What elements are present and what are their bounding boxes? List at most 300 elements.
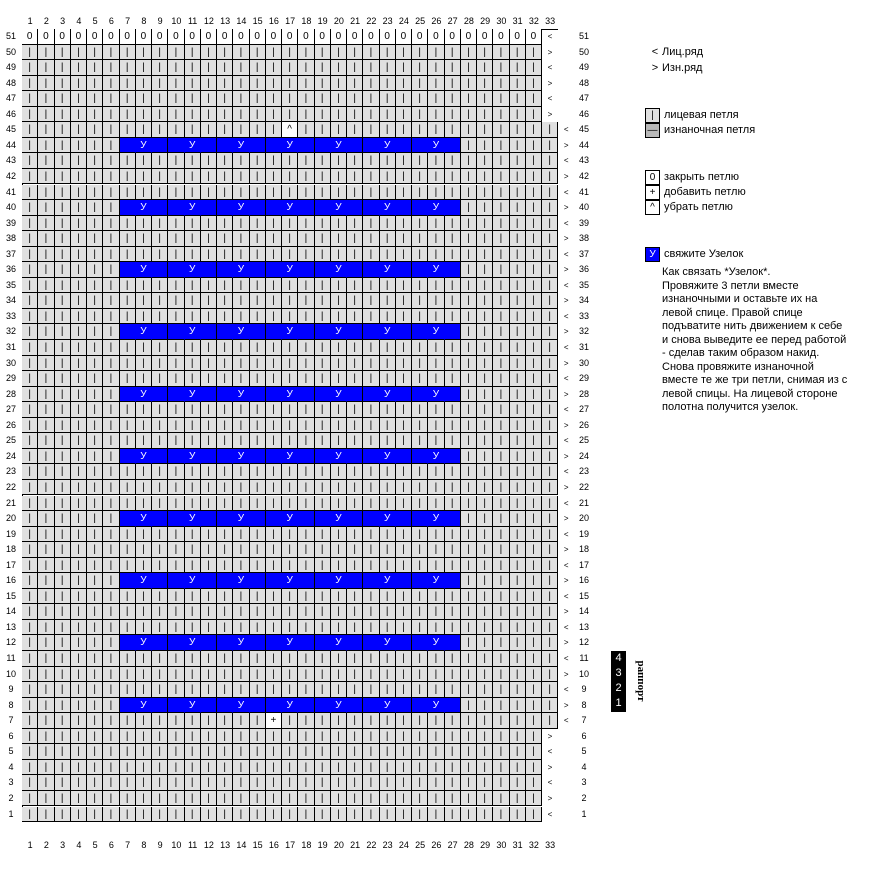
stitch-cell: | [87, 667, 103, 683]
stitch-cell: | [266, 231, 282, 247]
stitch-cell: | [331, 185, 347, 201]
knot-stitch-cell [445, 698, 461, 714]
stitch-cell: | [22, 791, 38, 807]
row-number-right: 8 [581, 699, 587, 710]
stitch-cell: | [428, 185, 444, 201]
stitch-cell: | [55, 247, 71, 263]
stitch-cell: | [250, 371, 266, 387]
stitch-cell: | [71, 91, 87, 107]
stitch-cell: | [55, 278, 71, 294]
row-direction-marker: < [563, 436, 569, 446]
stitch-cell: | [120, 293, 136, 309]
stitch-cell: | [168, 231, 184, 247]
stitch-cell: | [526, 216, 542, 232]
knot-stitch-cell: У [233, 138, 249, 154]
stitch-cell: | [412, 340, 428, 356]
stitch-cell: | [55, 698, 71, 714]
stitch-cell: | [298, 76, 314, 92]
stitch-cell: | [103, 791, 119, 807]
stitch-cell: | [315, 527, 331, 543]
knot-stitch-cell: У [136, 698, 152, 714]
stitch-cell: | [233, 216, 249, 232]
right-side-label: Лиц.ряд [662, 46, 704, 58]
stitch-cell: | [71, 169, 87, 185]
stitch-cell: | [152, 60, 168, 76]
stitch-cell: | [396, 371, 412, 387]
stitch-cell: | [120, 651, 136, 667]
stitch-cell: | [38, 589, 54, 605]
stitch-cell: | [380, 60, 396, 76]
row-direction-marker: < [563, 498, 569, 508]
stitch-cell: | [217, 775, 233, 791]
stitch-cell: | [445, 433, 461, 449]
stitch-cell: | [38, 60, 54, 76]
stitch-cell: | [510, 635, 526, 651]
stitch-cell: | [526, 340, 542, 356]
stitch-cell: | [120, 527, 136, 543]
stitch-cell: | [87, 589, 103, 605]
knot-stitch-cell [396, 387, 412, 403]
stitch-cell: | [103, 324, 119, 340]
stitch-cell: | [71, 682, 87, 698]
stitch-cell: 0 [363, 29, 379, 45]
stitch-cell: | [282, 76, 298, 92]
stitch-cell: | [185, 247, 201, 263]
stitch-cell: | [266, 433, 282, 449]
stitch-cell: | [396, 231, 412, 247]
stitch-cell: | [282, 729, 298, 745]
stitch-cell: | [298, 620, 314, 636]
stitch-cell: | [71, 729, 87, 745]
stitch-cell: | [510, 91, 526, 107]
stitch-cell: | [152, 76, 168, 92]
stitch-cell: | [347, 185, 363, 201]
row-number-left: 1 [8, 808, 14, 819]
row-direction-marker: < [563, 311, 569, 321]
stitch-cell: | [380, 744, 396, 760]
stitch-cell: | [428, 122, 444, 138]
stitch-cell: | [412, 527, 428, 543]
stitch-cell: | [168, 169, 184, 185]
stitch-cell: | [55, 293, 71, 309]
stitch-cell: | [71, 698, 87, 714]
stitch-cell: | [136, 775, 152, 791]
row-number-right: 42 [578, 170, 589, 181]
knot-stitch-cell: У [331, 262, 347, 278]
stitch-cell: | [315, 760, 331, 776]
stitch-cell: | [380, 620, 396, 636]
stitch-cell: | [136, 418, 152, 434]
row-number-left: 24 [5, 450, 16, 461]
stitch-cell: | [445, 464, 461, 480]
stitch-cell: | [380, 107, 396, 123]
stitch-cell: | [461, 775, 477, 791]
knot-stitch-cell [250, 573, 266, 589]
row-number-right: 50 [578, 46, 589, 57]
stitch-cell: | [331, 527, 347, 543]
row-number-left: 25 [5, 435, 16, 446]
row-number-left: 44 [5, 139, 16, 150]
knot-stitch-cell [201, 387, 217, 403]
stitch-cell: | [201, 729, 217, 745]
stitch-cell: | [428, 371, 444, 387]
stitch-cell: | [347, 760, 363, 776]
stitch-cell: | [298, 651, 314, 667]
stitch-cell: | [217, 558, 233, 574]
stitch-cell: | [266, 682, 282, 698]
stitch-cell: | [22, 371, 38, 387]
row-number-left: 47 [5, 93, 16, 104]
stitch-cell: | [55, 604, 71, 620]
stitch-cell: | [315, 558, 331, 574]
stitch-cell: | [38, 698, 54, 714]
column-number-top: 7 [125, 16, 131, 26]
knot-stitch-cell [168, 387, 184, 403]
knot-stitch-cell: У [331, 449, 347, 465]
stitch-cell: | [87, 775, 103, 791]
stitch-cell: | [510, 511, 526, 527]
stitch-cell: | [493, 231, 509, 247]
stitch-cell: | [87, 449, 103, 465]
stitch-cell: | [103, 185, 119, 201]
knot-stitch-cell [120, 573, 136, 589]
stitch-cell: | [168, 356, 184, 372]
stitch-cell: | [136, 589, 152, 605]
stitch-cell: | [526, 667, 542, 683]
stitch-cell: | [428, 169, 444, 185]
row-number-left: 23 [5, 466, 16, 477]
rapport-bar [611, 651, 626, 712]
stitch-cell: | [185, 91, 201, 107]
stitch-cell: | [22, 729, 38, 745]
stitch-cell: 0 [71, 29, 87, 45]
stitch-cell: | [380, 185, 396, 201]
stitch-cell: | [510, 418, 526, 434]
stitch-cell: | [55, 511, 71, 527]
stitch-cell: | [428, 527, 444, 543]
stitch-cell: | [380, 356, 396, 372]
stitch-cell: | [282, 356, 298, 372]
stitch-cell: | [542, 573, 558, 589]
stitch-cell: | [87, 760, 103, 776]
knot-stitch-cell [120, 449, 136, 465]
stitch-cell: | [136, 729, 152, 745]
stitch-cell: | [461, 200, 477, 216]
stitch-cell: | [461, 496, 477, 512]
stitch-cell: | [331, 682, 347, 698]
stitch-cell: | [152, 418, 168, 434]
stitch-cell: | [412, 169, 428, 185]
knot-stitch-cell [217, 262, 233, 278]
knot-stitch-cell: У [136, 324, 152, 340]
stitch-cell: | [363, 807, 379, 823]
stitch-cell: | [152, 464, 168, 480]
stitch-cell: | [380, 293, 396, 309]
stitch-cell: | [542, 620, 558, 636]
stitch-cell: | [282, 713, 298, 729]
stitch-cell: | [266, 589, 282, 605]
stitch-cell: | [347, 309, 363, 325]
stitch-cell: | [152, 604, 168, 620]
stitch-cell: | [331, 340, 347, 356]
stitch-cell: | [477, 589, 493, 605]
stitch-cell: | [233, 682, 249, 698]
stitch-cell: | [526, 91, 542, 107]
stitch-cell: | [103, 558, 119, 574]
stitch-cell: | [380, 76, 396, 92]
stitch-cell: | [315, 247, 331, 263]
column-number-bottom: 16 [268, 840, 279, 850]
stitch-cell: | [168, 604, 184, 620]
stitch-cell: | [526, 76, 542, 92]
stitch-cell: | [22, 153, 38, 169]
stitch-cell: | [185, 760, 201, 776]
row-number-right: 24 [578, 450, 589, 461]
row-direction-marker: < [563, 467, 569, 477]
stitch-cell: | [185, 527, 201, 543]
stitch-cell: | [250, 744, 266, 760]
knot-stitch-cell [445, 449, 461, 465]
stitch-cell: | [55, 496, 71, 512]
stitch-cell: | [298, 340, 314, 356]
stitch-cell: | [282, 496, 298, 512]
stitch-cell: | [71, 542, 87, 558]
row-direction-marker: > [563, 700, 569, 710]
stitch-cell: | [412, 480, 428, 496]
stitch-cell: | [185, 480, 201, 496]
stitch-cell: | [71, 573, 87, 589]
stitch-cell: | [526, 418, 542, 434]
row-direction-marker: < [563, 685, 569, 695]
row-number-right: 16 [578, 575, 589, 586]
stitch-cell: | [233, 480, 249, 496]
stitch-cell: | [87, 698, 103, 714]
stitch-cell: | [380, 231, 396, 247]
stitch-cell: | [363, 418, 379, 434]
stitch-cell: | [103, 262, 119, 278]
stitch-cell: | [380, 589, 396, 605]
stitch-cell: | [103, 775, 119, 791]
column-number-top: 13 [220, 16, 231, 26]
stitch-cell: | [103, 60, 119, 76]
stitch-cell: | [396, 791, 412, 807]
stitch-cell: | [396, 91, 412, 107]
stitch-cell: | [510, 293, 526, 309]
stitch-cell: | [363, 356, 379, 372]
column-number-top: 17 [285, 16, 296, 26]
row-direction-marker: < [563, 374, 569, 384]
stitch-cell: | [331, 464, 347, 480]
knot-stitch-cell: У [233, 324, 249, 340]
stitch-cell: | [363, 185, 379, 201]
stitch-cell: | [477, 107, 493, 123]
stitch-cell: | [103, 760, 119, 776]
stitch-cell: | [38, 309, 54, 325]
column-number-top: 24 [398, 16, 409, 26]
row-number-right: 28 [578, 388, 589, 399]
stitch-cell: | [136, 356, 152, 372]
stitch-cell: | [461, 371, 477, 387]
stitch-cell: | [412, 667, 428, 683]
stitch-cell: | [87, 278, 103, 294]
stitch-cell: | [477, 635, 493, 651]
stitch-cell: | [396, 433, 412, 449]
stitch-cell: | [510, 107, 526, 123]
stitch-cell: | [510, 402, 526, 418]
knot-stitch-cell [168, 262, 184, 278]
stitch-cell: | [250, 418, 266, 434]
stitch-cell: | [55, 60, 71, 76]
stitch-cell: | [526, 775, 542, 791]
stitch-cell: | [38, 356, 54, 372]
stitch-cell: | [412, 356, 428, 372]
stitch-cell: | [331, 247, 347, 263]
stitch-cell: | [22, 247, 38, 263]
stitch-cell: | [266, 667, 282, 683]
row-direction-marker: > [563, 576, 569, 586]
stitch-cell: | [87, 231, 103, 247]
stitch-cell: | [55, 387, 71, 403]
stitch-cell: | [477, 713, 493, 729]
row-number-left: 34 [5, 295, 16, 306]
knot-stitch-cell: У [185, 573, 201, 589]
stitch-cell: | [103, 247, 119, 263]
stitch-cell: | [510, 216, 526, 232]
stitch-cell: | [120, 464, 136, 480]
stitch-cell: | [103, 713, 119, 729]
stitch-cell: | [396, 76, 412, 92]
stitch-cell: | [347, 775, 363, 791]
stitch-cell: | [542, 604, 558, 620]
row-number-right: 46 [578, 108, 589, 119]
knot-icon: У [645, 247, 660, 262]
stitch-cell: | [526, 185, 542, 201]
stitch-cell: | [445, 247, 461, 263]
stitch-cell: | [298, 667, 314, 683]
stitch-cell: | [380, 527, 396, 543]
knot-stitch-cell [347, 449, 363, 465]
stitch-cell: | [526, 433, 542, 449]
knot-stitch-cell [315, 200, 331, 216]
stitch-cell: | [120, 402, 136, 418]
stitch-cell: 0 [152, 29, 168, 45]
stitch-cell: | [282, 91, 298, 107]
stitch-cell: | [152, 91, 168, 107]
stitch-cell: | [493, 464, 509, 480]
stitch-cell: | [136, 231, 152, 247]
stitch-cell: | [201, 791, 217, 807]
stitch-cell: 0 [298, 29, 314, 45]
stitch-cell: | [493, 371, 509, 387]
stitch-cell: | [510, 278, 526, 294]
knot-stitch-cell [363, 698, 379, 714]
stitch-cell: | [331, 604, 347, 620]
stitch-cell: | [71, 464, 87, 480]
stitch-cell: | [493, 760, 509, 776]
stitch-cell: | [363, 604, 379, 620]
knot-stitch-cell [152, 635, 168, 651]
stitch-cell: | [347, 791, 363, 807]
stitch-cell: | [315, 496, 331, 512]
row-number-left: 39 [5, 217, 16, 228]
stitch-cell: | [55, 682, 71, 698]
stitch-cell: | [185, 122, 201, 138]
stitch-cell: | [152, 371, 168, 387]
knot-stitch-cell: У [136, 573, 152, 589]
stitch-cell: | [380, 807, 396, 823]
stitch-cell: | [493, 107, 509, 123]
knot-stitch-cell: У [282, 138, 298, 154]
row-number-right: 48 [578, 77, 589, 88]
stitch-cell: | [185, 620, 201, 636]
stitch-cell: | [103, 620, 119, 636]
stitch-cell: | [22, 76, 38, 92]
stitch-cell: | [298, 309, 314, 325]
stitch-cell: | [38, 651, 54, 667]
row-number-left: 2 [8, 792, 14, 803]
wrong-side-label: Изн.ряд [662, 62, 703, 74]
stitch-cell: | [185, 153, 201, 169]
stitch-cell: | [428, 433, 444, 449]
stitch-cell: | [542, 153, 558, 169]
knot-stitch-cell: У [380, 138, 396, 154]
stitch-cell: | [22, 231, 38, 247]
column-number-top: 29 [480, 16, 491, 26]
stitch-cell: | [201, 60, 217, 76]
stitch-cell: | [331, 744, 347, 760]
row-direction-marker: > [563, 171, 569, 181]
stitch-cell: | [233, 371, 249, 387]
stitch-cell: | [396, 153, 412, 169]
stitch-cell: | [461, 231, 477, 247]
stitch-cell: | [136, 558, 152, 574]
stitch-cell: | [477, 402, 493, 418]
stitch-cell: | [217, 480, 233, 496]
stitch-cell: | [282, 185, 298, 201]
stitch-cell: | [428, 153, 444, 169]
stitch-cell: | [250, 169, 266, 185]
stitch-cell: | [428, 713, 444, 729]
stitch-cell: | [217, 216, 233, 232]
stitch-cell: | [282, 231, 298, 247]
instruction-line: вместе те же три петли, снимая из с [662, 374, 848, 386]
stitch-cell: | [217, 760, 233, 776]
knot-stitch-cell [363, 635, 379, 651]
stitch-cell: | [120, 760, 136, 776]
stitch-cell: | [445, 76, 461, 92]
stitch-cell: | [315, 278, 331, 294]
stitch-cell: | [136, 122, 152, 138]
stitch-cell: | [266, 278, 282, 294]
column-number-top: 21 [350, 16, 361, 26]
stitch-cell: | [363, 620, 379, 636]
stitch-cell: | [201, 216, 217, 232]
knot-stitch-cell [396, 635, 412, 651]
stitch-cell: | [233, 60, 249, 76]
stitch-cell: | [412, 91, 428, 107]
stitch-cell: | [87, 620, 103, 636]
stitch-cell: | [217, 60, 233, 76]
stitch-cell: | [510, 698, 526, 714]
stitch-cell: 0 [396, 29, 412, 45]
stitch-cell: | [168, 371, 184, 387]
stitch-cell: | [103, 76, 119, 92]
stitch-cell: | [493, 791, 509, 807]
column-number-bottom: 32 [528, 840, 539, 850]
stitch-cell: | [233, 418, 249, 434]
stitch-cell: | [233, 542, 249, 558]
stitch-cell: | [185, 60, 201, 76]
